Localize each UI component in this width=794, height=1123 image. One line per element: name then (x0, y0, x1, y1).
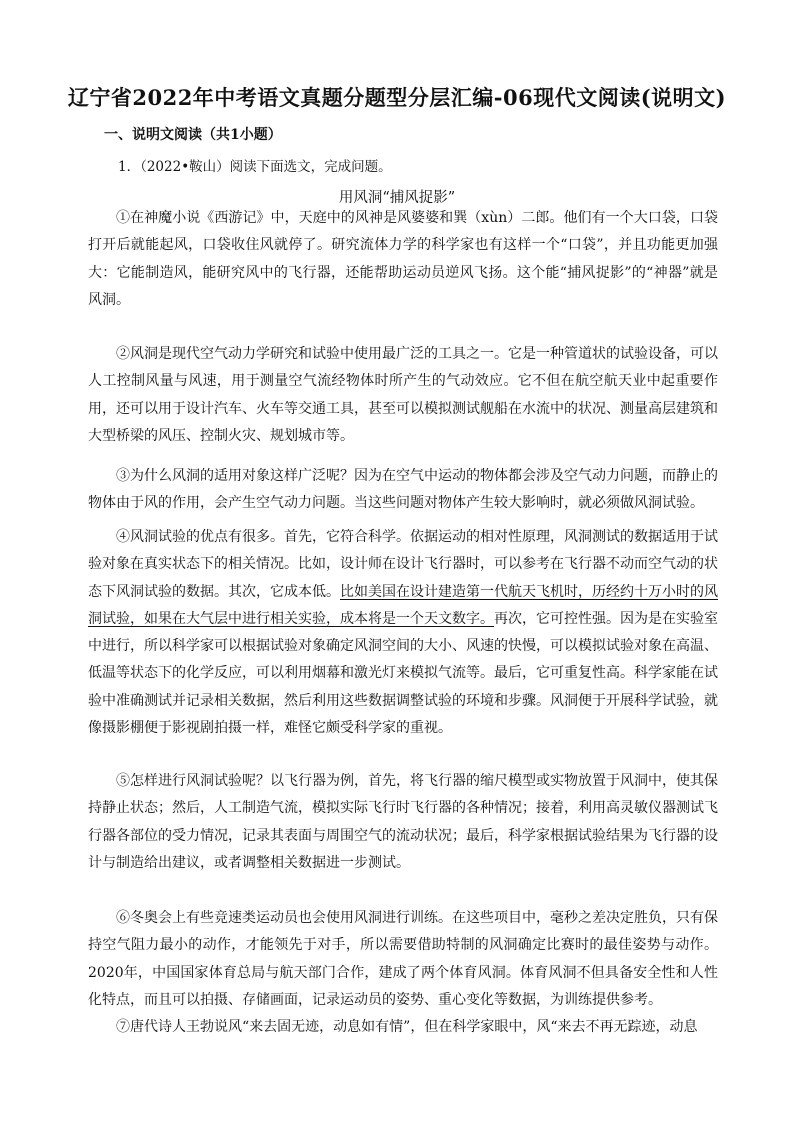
section-heading: 一、说明文阅读（共1小题） (104, 127, 282, 143)
question-prompt: 1．（2022•鞍山）阅读下面选文，完成问题。 (118, 159, 392, 175)
paragraph-4-text-after: 再次，它可控性强。因为是在实验室中进行，所以科学家可以根据试验对象确定风洞空间的大小、风速的快慢，可以模拟试验对象在高温、低温等状态下的化学反应，可以利用烟幕和激光灯来模拟气流等。最后，它可重复性高。科学家能在试验中准确测试并记录相关数据，然后利用这些数据调整试验的环境和步骤。风洞便于开展科学试验，就像摄影棚便于影视剧拍摄一样，难怪它颇受科学家的重视。 (88, 610, 718, 737)
underlined-sentence: 比如美国在设计建造第一代航天飞机时，历经约十万小时的风洞试验，如果在大气层中进行相关实验，成本将是一个天文数字。 (88, 583, 718, 627)
paragraph-5: ⑤怎样进行风洞试验呢？以飞行器为例，首先，将飞行器的缩尺模型或实物放置于风洞中，使其保持静止状态；然后，人工制造气流，模拟实际飞行时飞行器的各种情况；接着，利用高灵敏仪器测试飞行器各部位的受力情况，记录其表面与周围空气的流动状况；最后，科学家根据试验结果为飞行器的设计与制造给出建议，或者调整相关数据进一步测试。 (88, 773, 718, 871)
article-title: 用风洞“捕风捉影” (338, 190, 456, 206)
paragraph-4-text-before: ④风洞试验的优点有很多。首先，它符合科学。依据运动的相对性原理，风洞测试的数据适用于试验对象在真实状态下的相关情况。比如，设计师在设计飞行器时，可以参考在飞行器不动而空气动的状态下风洞试验的数据。其次，它成本低。 (88, 529, 718, 600)
paragraph-2: ②风洞是现代空气动力学研究和试验中使用最广泛的工具之一。它是一种管道状的试验设备，可以人工控制风量与风速，用于测量空气流经物体时所产生的气动效应。它不但在航空航天业中起重要作用，还可以用于设计汽车、火车等交通工具，甚至可以模拟测试舰船在水流中的状况、测量高层建筑和大型桥梁的风压、控制火灾、规划城市等。 (88, 346, 718, 444)
paragraph-4 (88, 524, 718, 742)
paragraph-7: ⑦唐代诗人王勃说风“来去固无迹，动息如有情”，但在科学家眼中，风“来去不再无踪迹，动息 (116, 1019, 698, 1035)
document-title: 辽宁省2022年中考语文真题分题型分层汇编-06现代文阅读(说明文) (67, 85, 727, 110)
paragraph-1: ①在神魔小说《西游记》中，天庭中的风神是风婆婆和巽（xùn）二郎。他们有一个大口袋，口袋打开后就能起风，口袋收住风就停了。研究流体力学的科学家也有这样一个“口袋”，并且功能更加强大：它能制造风，能研究风中的飞行器，还能帮助运动员逆风飞扬。这个能“捕风捉影”的“神器”就是风洞。 (88, 210, 718, 308)
paragraph-6: ⑥冬奥会上有些竞速类运动员也会使用风洞进行训练。在这些项目中，毫秒之差决定胜负，只有保持空气阻力最小的动作，才能领先于对手，所以需要借助特制的风洞确定比赛时的最佳姿势与动作。2020年，中国国家体育总局与航天部门合作，建成了两个体育风洞。体育风洞不但具备安全性和人性化特点，而且可以拍摄、存储画面，记录运动员的姿势、重心变化等数据，为训练提供参考。 (88, 910, 718, 1008)
paragraph-3: ③为什么风洞的适用对象这样广泛呢？因为在空气中运动的物体都会涉及空气动力问题，而静止的物体由于风的作用，会产生空气动力问题。当这些问题对物体产生较大影响时，就必须做风洞试验。 (88, 468, 718, 512)
